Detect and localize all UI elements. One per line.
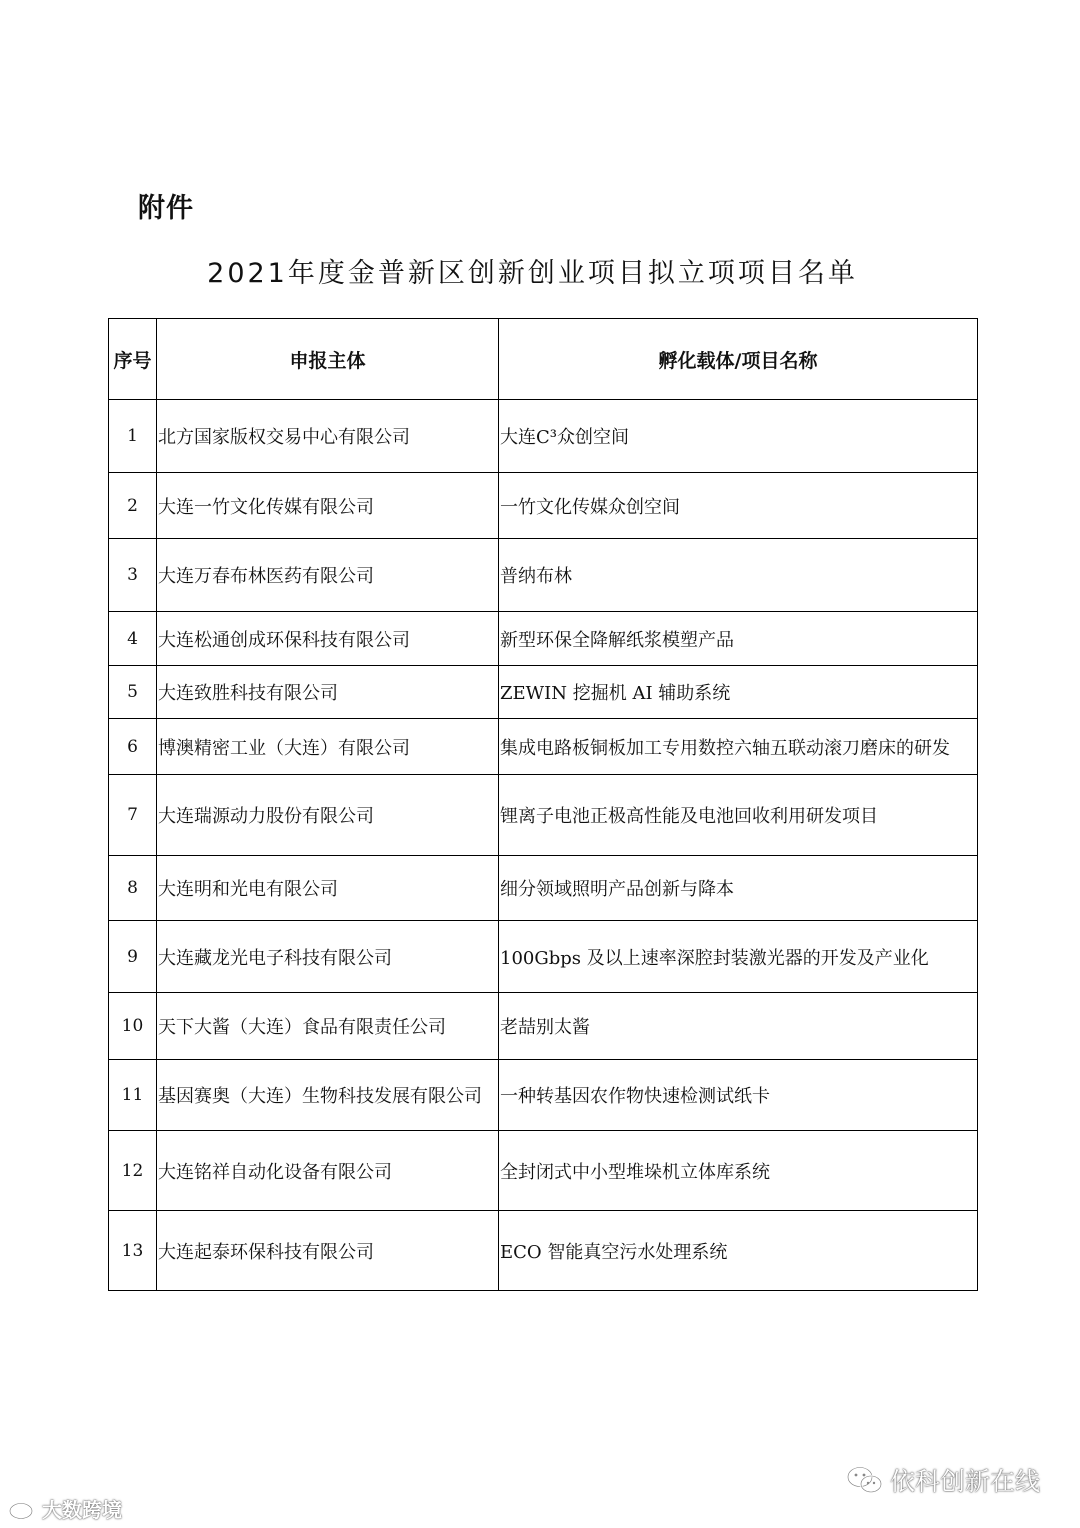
attachment-label: 附件	[138, 193, 194, 224]
row-project: 锂离子电池正极高性能及电池回收利用研发项目	[499, 775, 978, 856]
row-number: 9	[109, 921, 157, 993]
row-project: 新型环保全降解纸浆模塑产品	[499, 612, 978, 666]
row-project: 细分领域照明产品创新与降本	[499, 856, 978, 921]
wechat-icon	[846, 1465, 884, 1495]
row-applicant: 大连万春布林医药有限公司	[157, 539, 499, 612]
row-number: 3	[109, 539, 157, 612]
row-number: 1	[109, 400, 157, 473]
row-number: 8	[109, 856, 157, 921]
table-row	[109, 719, 978, 775]
row-applicant: 大连铭祥自动化设备有限公司	[157, 1131, 499, 1211]
page-title	[0, 251, 1080, 290]
table-row	[109, 1060, 978, 1131]
row-applicant: 大连起泰环保科技有限公司	[157, 1211, 499, 1291]
watermark-left	[8, 1494, 122, 1523]
row-project: 一种转基因农作物快速检测试纸卡	[499, 1060, 978, 1131]
row-number: 11	[109, 1060, 157, 1131]
header-applicant: 申报主体	[157, 319, 499, 400]
row-project: 普纳布林	[499, 539, 978, 612]
row-project: ZEWIN 挖掘机 AI 辅助系统	[499, 666, 978, 719]
watermark-right-text: 依科创新在线	[890, 1467, 1041, 1496]
table-row	[109, 1131, 978, 1211]
row-applicant: 大连明和光电有限公司	[157, 856, 499, 921]
table-row	[109, 775, 978, 856]
table-row	[109, 993, 978, 1060]
row-project: 大连C³众创空间	[499, 400, 978, 473]
row-project: 全封闭式中小型堆垛机立体库系统	[499, 1131, 978, 1211]
table-row	[109, 1211, 978, 1291]
row-applicant: 大连松通创成环保科技有限公司	[157, 612, 499, 666]
row-project: 集成电路板铜板加工专用数控六轴五联动滚刀磨床的研发	[499, 719, 978, 775]
row-applicant: 大连致胜科技有限公司	[157, 666, 499, 719]
table-header-row	[109, 319, 978, 400]
row-number: 2	[109, 473, 157, 539]
row-number: 7	[109, 775, 157, 856]
table-row	[109, 473, 978, 539]
row-applicant: 大连瑞源动力股份有限公司	[157, 775, 499, 856]
row-project: ECO 智能真空污水处理系统	[499, 1211, 978, 1291]
row-applicant: 博澳精密工业（大连）有限公司	[157, 719, 499, 775]
table-body	[109, 400, 978, 1291]
row-project: 一竹文化传媒众创空间	[499, 473, 978, 539]
row-number: 12	[109, 1131, 157, 1211]
row-applicant: 大连一竹文化传媒有限公司	[157, 473, 499, 539]
row-applicant: 基因赛奥（大连）生物科技发展有限公司	[157, 1060, 499, 1131]
row-project: 老喆别太酱	[499, 993, 978, 1060]
table-row	[109, 921, 978, 993]
row-applicant: 天下大酱（大连）食品有限责任公司	[157, 993, 499, 1060]
row-number: 10	[109, 993, 157, 1060]
row-number: 4	[109, 612, 157, 666]
watermark-right	[846, 1462, 1040, 1498]
row-number: 5	[109, 666, 157, 719]
row-number: 6	[109, 719, 157, 775]
row-applicant: 大连藏龙光电子科技有限公司	[157, 921, 499, 993]
page-title-text: 2021年度金普新区创新创业项目拟立项项目名单	[207, 258, 858, 289]
weibo-icon	[8, 1498, 38, 1520]
row-applicant: 北方国家版权交易中心有限公司	[157, 400, 499, 473]
watermark-left-text: 大数跨境	[42, 1498, 122, 1522]
table-row	[109, 666, 978, 719]
table-row	[109, 400, 978, 473]
table-row	[109, 856, 978, 921]
table-row	[109, 612, 978, 666]
header-project: 孵化载体/项目名称	[499, 319, 978, 400]
table-row	[109, 539, 978, 612]
row-number: 13	[109, 1211, 157, 1291]
project-table	[108, 318, 978, 1291]
row-project: 100Gbps 及以上速率深腔封装激光器的开发及产业化	[499, 921, 978, 993]
header-no: 序号	[109, 319, 157, 400]
